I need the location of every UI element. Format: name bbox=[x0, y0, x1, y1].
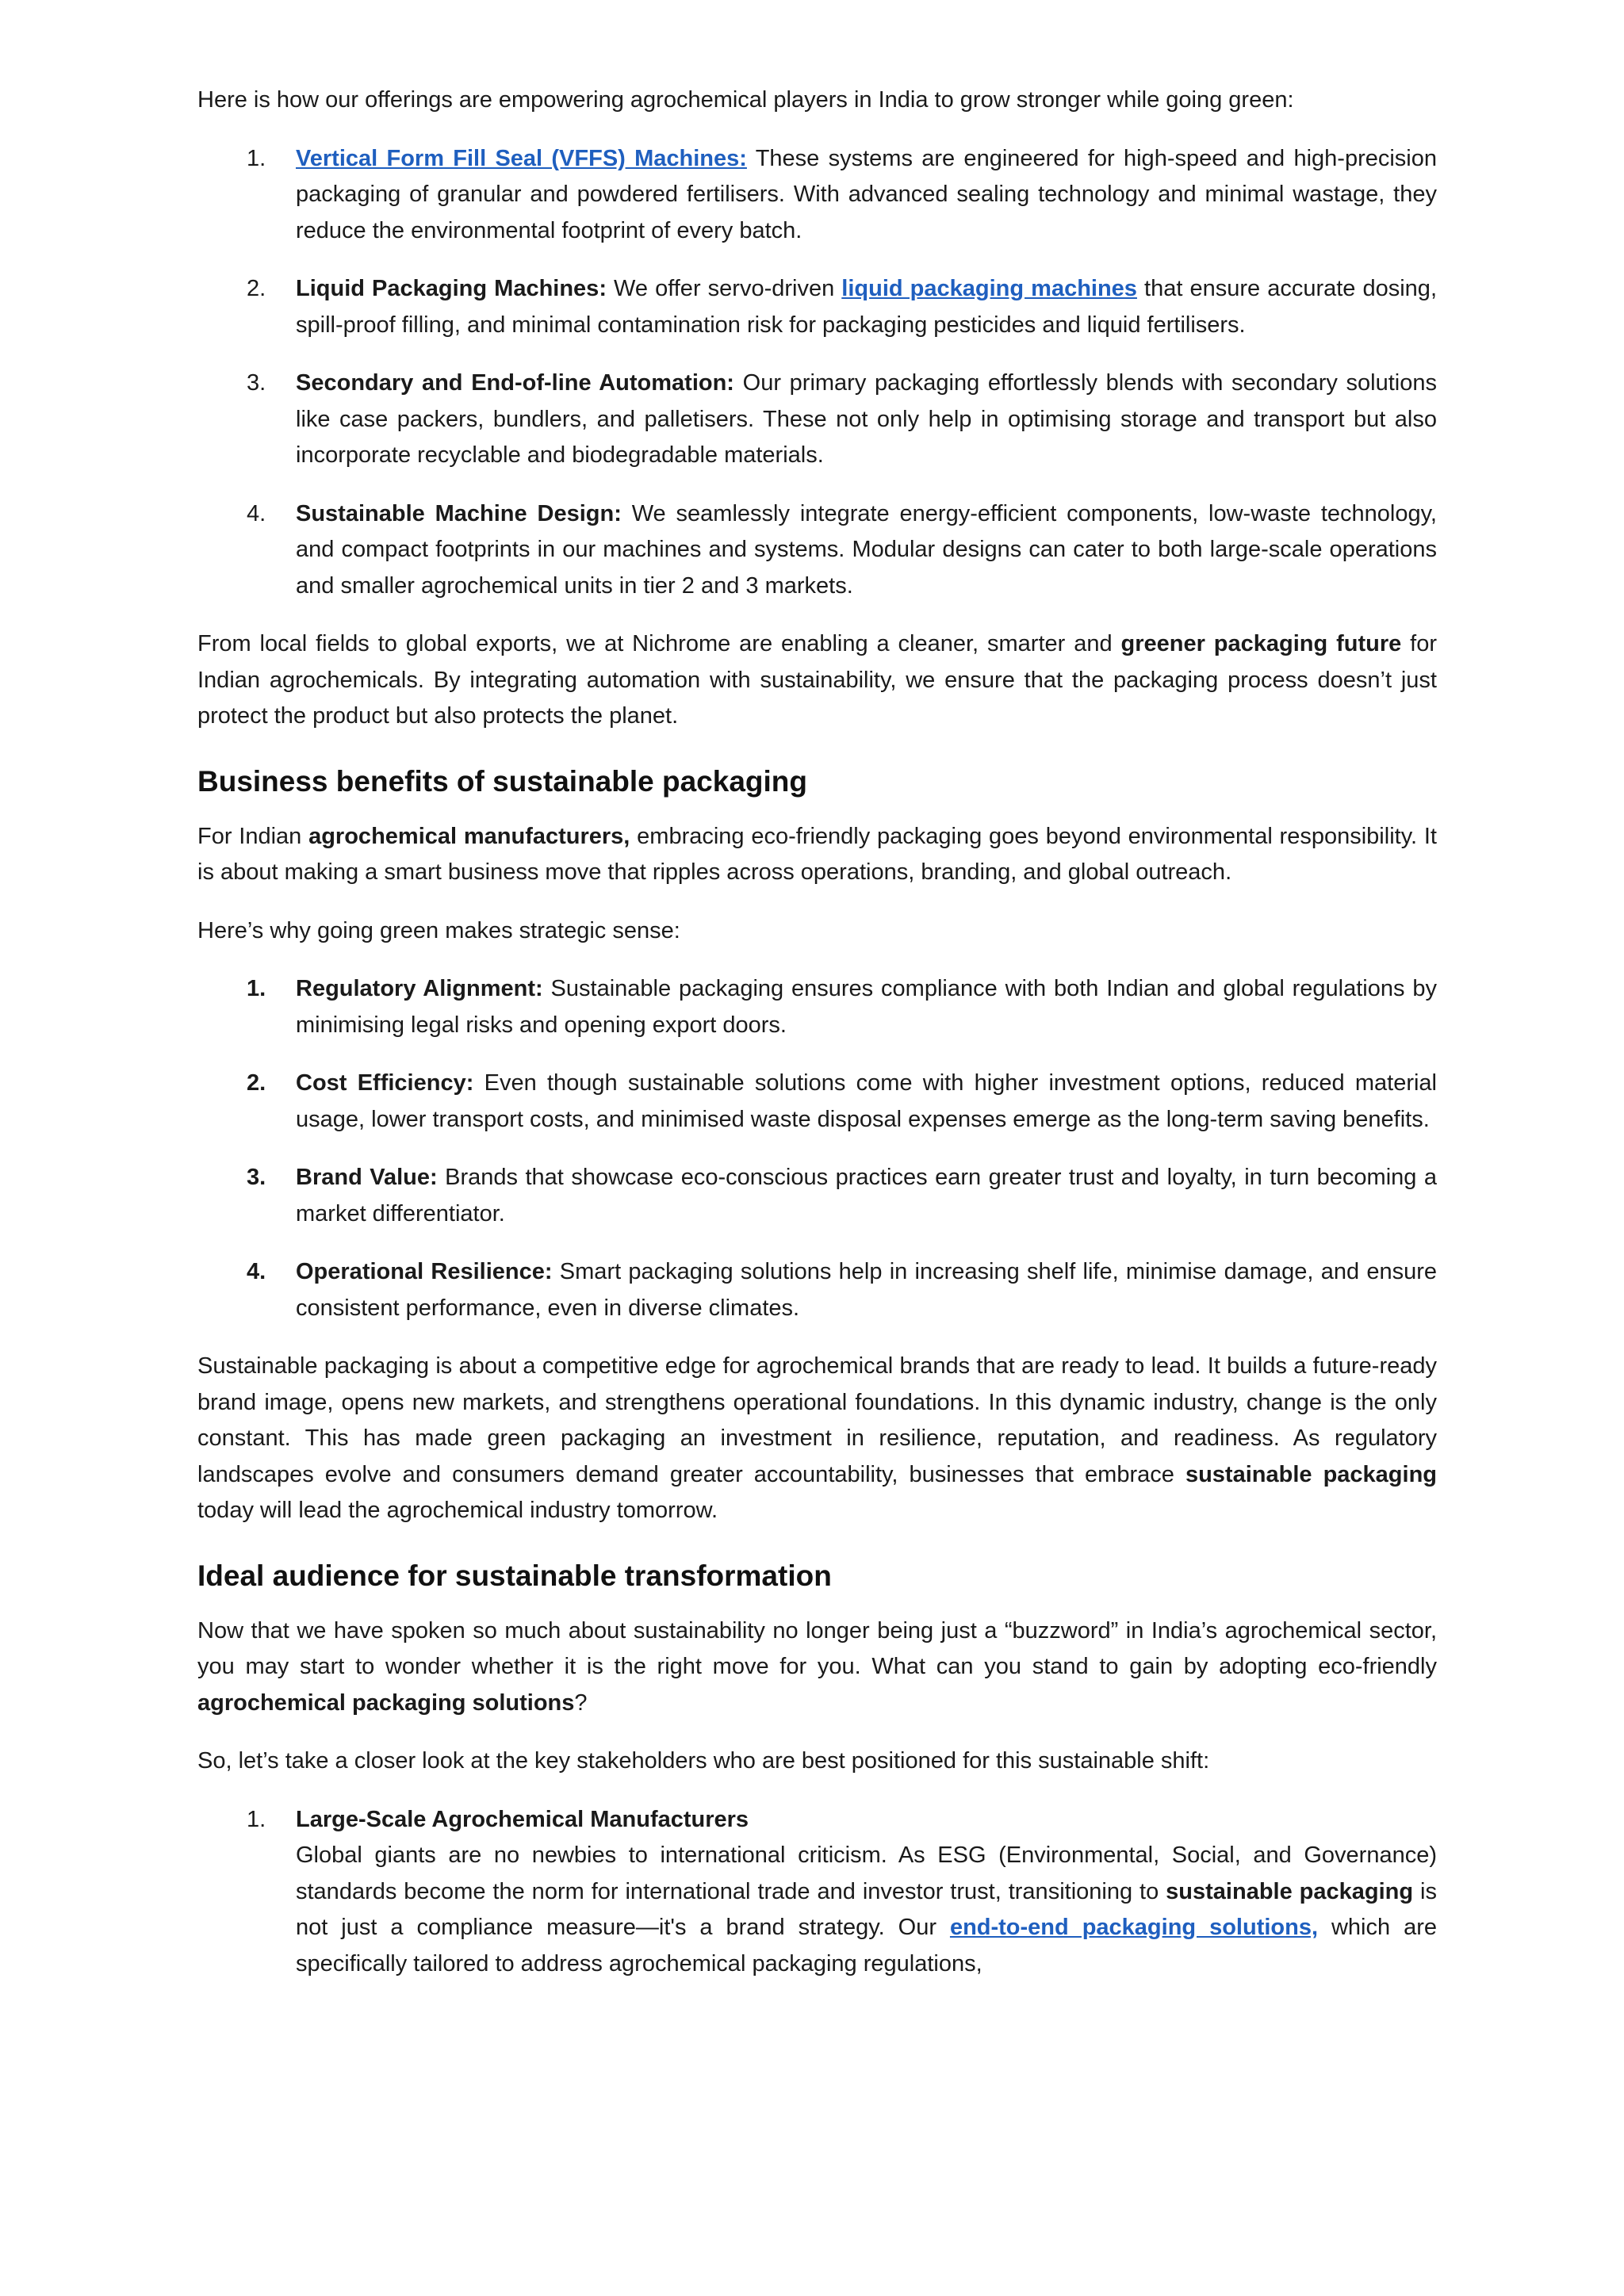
list-item-text: which are specifically tailored to address agrochemical packaging regulations, bbox=[296, 1915, 1438, 1976]
list-number: 4. bbox=[247, 500, 266, 526]
why-green-paragraph: Here’s why going green makes strategic sense: bbox=[197, 917, 680, 943]
vffs-machines-link[interactable]: Vertical Form Fill Seal (VFFS) Machines: bbox=[296, 145, 747, 171]
end-to-end-packaging-link[interactable]: end-to-end packaging solutions, bbox=[949, 1915, 1319, 1940]
paragraph-text: for Indian agrochemicals. By integrating automation with sustainability, we ensure that the packaging process doesn’t just protect the product but also protects the planet. bbox=[197, 631, 1437, 729]
intro-paragraph: Here is how our offerings are empowering agrochemical players in India to grow stronger while going green: bbox=[197, 87, 1294, 113]
benefits-list bbox=[197, 971, 1437, 1326]
indian-manufacturers-paragraph bbox=[197, 819, 1437, 891]
list-item bbox=[197, 271, 1437, 343]
fields-paragraph bbox=[197, 626, 1437, 735]
list-item-title: Secondary and End-of-line Automation: bbox=[296, 370, 734, 396]
list-item-text: Even though sustainable solutions come with higher investment options, reduced material usage, lower transport costs, and minimised waste disposal expenses emerge as the long-term saving benefits. bbox=[296, 1070, 1437, 1132]
competitive-edge-paragraph bbox=[197, 1349, 1437, 1529]
closer-look-paragraph: So, let’s take a closer look at the key stakeholders who are best positioned for this sustainable shift: bbox=[197, 1748, 1210, 1774]
paragraph-text: ? bbox=[574, 1689, 588, 1716]
list-item-title: Large-Scale Agrochemical Manufacturers bbox=[296, 1806, 749, 1832]
list-number: 1. bbox=[247, 976, 266, 1001]
offerings-list bbox=[197, 141, 1437, 605]
paragraph-emphasis: sustainable packaging bbox=[1166, 1878, 1414, 1904]
list-item-text: Brands that showcase eco-conscious practices earn greater trust and loyalty, in turn becoming a market differentiator. bbox=[296, 1165, 1438, 1226]
list-number: 1. bbox=[247, 145, 266, 171]
list-number: 2. bbox=[247, 1070, 266, 1096]
list-item bbox=[197, 1254, 1437, 1326]
heading-business-benefits: Business benefits of sustainable packaging bbox=[197, 764, 807, 798]
heading-ideal-audience: Ideal audience for sustainable transformation bbox=[197, 1559, 832, 1592]
list-item-title: Operational Resilience: bbox=[296, 1259, 553, 1284]
paragraph-text: From local fields to global exports, we at Nichrome are enabling a cleaner, smarter and bbox=[197, 631, 1121, 656]
document-page bbox=[197, 82, 1437, 2004]
list-item bbox=[197, 365, 1437, 474]
list-item-text: that ensure accurate dosing, spill-proof filling, and minimal contamination risk for packaging pesticides and liquid fertilisers. bbox=[296, 276, 1437, 338]
list-number: 1. bbox=[247, 1806, 266, 1832]
buzzword-paragraph bbox=[197, 1613, 1437, 1722]
list-item bbox=[197, 141, 1437, 250]
paragraph-text: For Indian bbox=[197, 823, 309, 849]
liquid-packaging-machines-link[interactable]: liquid packaging machines bbox=[841, 276, 1137, 301]
paragraph-text: today will lead the agrochemical industry tomorrow. bbox=[197, 1498, 718, 1523]
list-number: 4. bbox=[247, 1259, 266, 1284]
stakeholders-list bbox=[197, 1802, 1437, 1983]
list-number: 2. bbox=[247, 276, 266, 301]
list-item-title: Sustainable Machine Design: bbox=[296, 500, 622, 526]
paragraph-text: Sustainable packaging is about a competitive edge for agrochemical brands that are ready to lead. It builds a future-ready brand image, opens new markets, and strengthens operational foundations. In this dynamic industry, change is the only constant. This has made green packaging an investment in resilience, reputation, and readiness. As regulatory landscapes evolve and consumers demand greater accountability, businesses that embrace bbox=[197, 1353, 1437, 1487]
paragraph-emphasis: greener packaging future bbox=[1120, 631, 1402, 656]
list-item-text: These systems are engineered for high-speed and high-precision packaging of granular and powdered fertilisers. With advanced sealing technology and minimal wastage, they reduce the environmental footprint of every batch. bbox=[296, 145, 1437, 243]
list-item-text: is not just a compliance measure—it's a brand strategy. Our bbox=[296, 1878, 1437, 1940]
paragraph-text: embracing eco-friendly packaging goes beyond environmental responsibility. It is about making a smart business move that ripples across operations, branding, and global outreach. bbox=[197, 823, 1437, 885]
list-item-text: Our primary packaging effortlessly blends with secondary solutions like case packers, bundlers, and palletisers. These not only help in optimising storage and transport but also incorporate recyclable and biodegradable materials. bbox=[296, 370, 1437, 468]
list-item-text: We offer servo-driven bbox=[606, 276, 842, 301]
list-item bbox=[197, 1066, 1437, 1138]
paragraph-text: Now that we have spoken so much about sustainability no longer being just a “buzzword” in India’s agrochemical sector, you may start to wonder whether it is the right move for you. What can you stand to gain by adopting eco-friendly bbox=[197, 1617, 1437, 1679]
paragraph-emphasis: agrochemical manufacturers, bbox=[308, 823, 630, 849]
list-item-text: Smart packaging solutions help in increasing shelf life, minimise damage, and ensure consistent performance, even in diverse climates. bbox=[296, 1259, 1438, 1321]
list-number: 3. bbox=[247, 1165, 266, 1190]
list-item-title: Regulatory Alignment: bbox=[296, 976, 543, 1001]
list-item-title: Brand Value: bbox=[296, 1165, 438, 1190]
list-item-text: Global giants are no newbies to international criticism. As ESG (Environmental, Social, and Governance) standards become the norm for international trade and investor trust, transitioning to bbox=[296, 1843, 1437, 1904]
list-item bbox=[197, 1802, 1437, 1983]
list-number: 3. bbox=[247, 370, 266, 396]
paragraph-emphasis: sustainable packaging bbox=[1185, 1461, 1437, 1487]
list-item bbox=[197, 971, 1437, 1043]
list-item-text: We seamlessly integrate energy-efficient components, low-waste technology, and compact footprints in our machines and systems. Modular designs can cater to both large-scale operations and smaller agrochemical units in tier 2 and 3 markets. bbox=[296, 500, 1437, 599]
paragraph-emphasis: agrochemical packaging solutions bbox=[197, 1689, 575, 1716]
list-item bbox=[197, 1160, 1437, 1232]
list-item bbox=[197, 496, 1437, 605]
list-item-text: Sustainable packaging ensures compliance with both Indian and global regulations by minimising legal risks and opening export doors. bbox=[296, 976, 1437, 1038]
list-item-title: Liquid Packaging Machines: bbox=[296, 276, 607, 301]
list-item-title: Cost Efficiency: bbox=[296, 1070, 474, 1096]
